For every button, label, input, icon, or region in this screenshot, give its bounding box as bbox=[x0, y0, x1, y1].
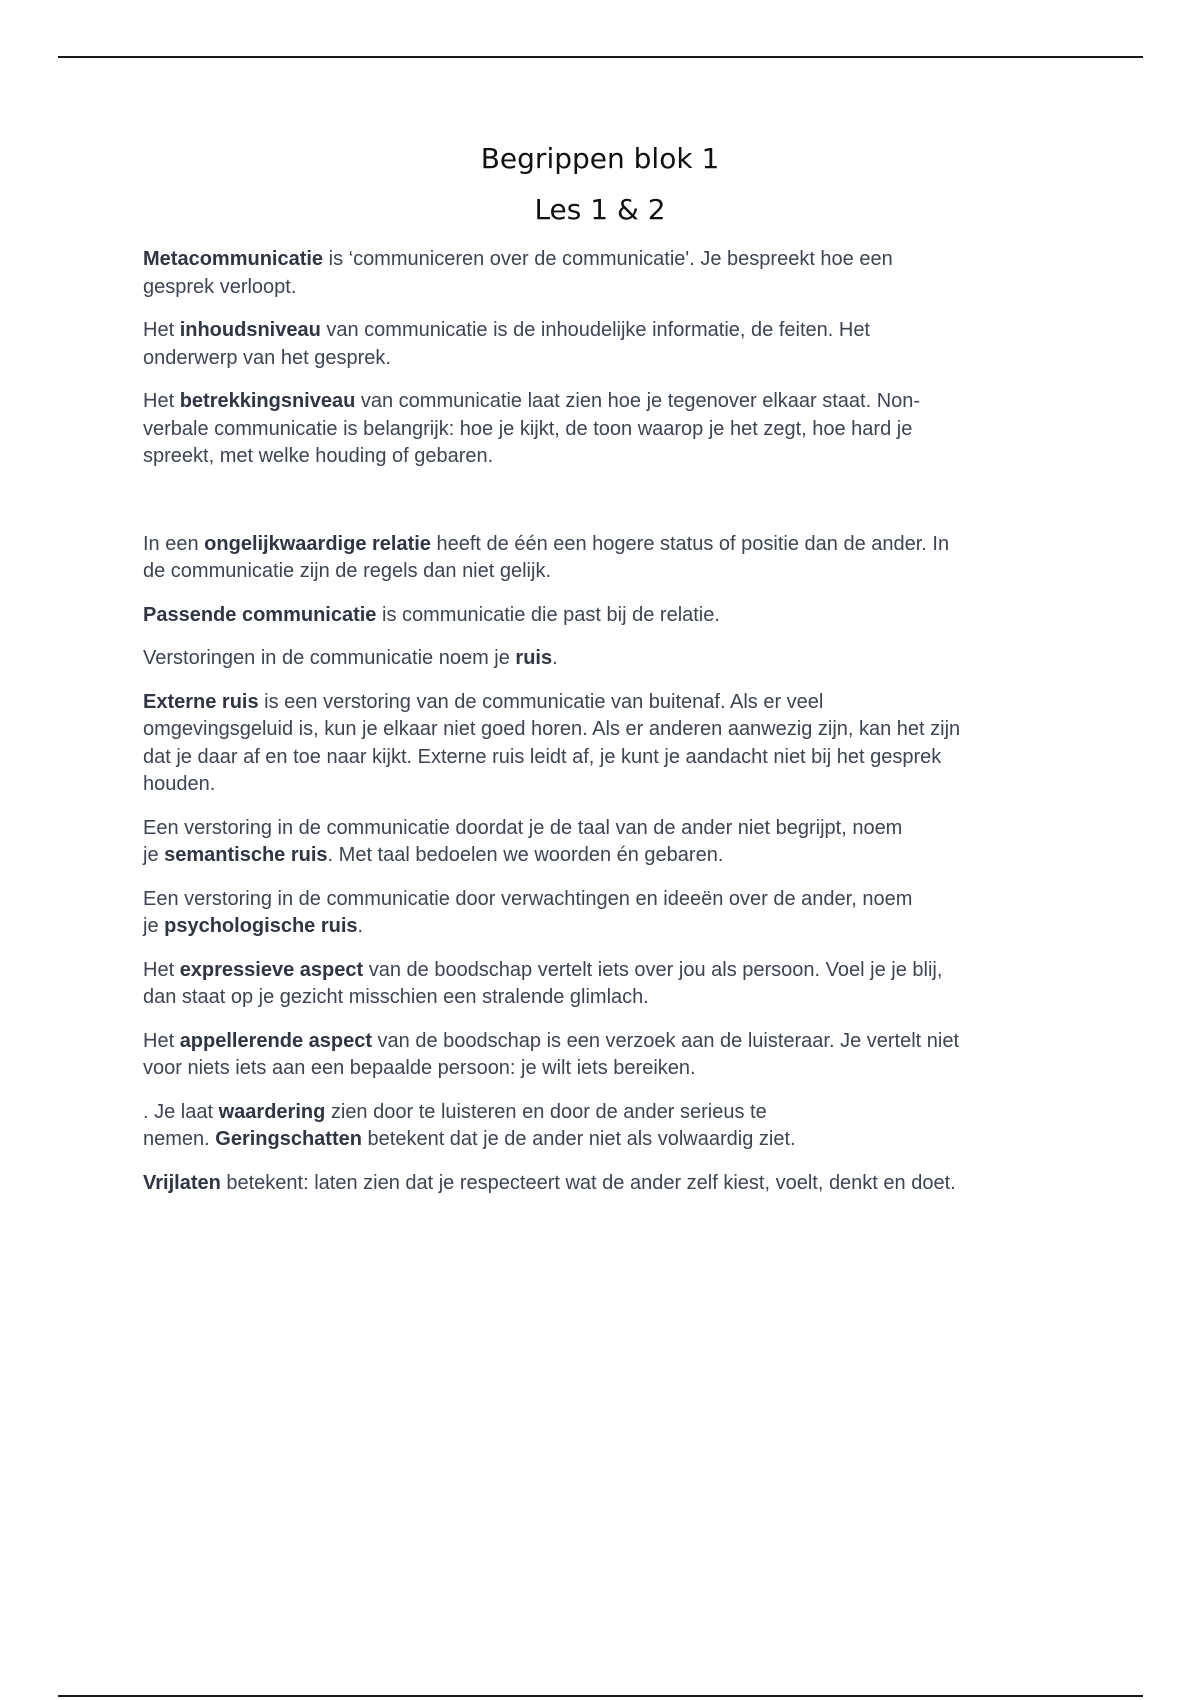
paragraph-text: Een verstoring in de communicatie door verwachtingen en ideeën over de ander, noem bbox=[143, 887, 913, 910]
paragraph-text: voor niets iets aan een bepaalde persoon: je wilt iets bereiken. bbox=[143, 1057, 696, 1079]
paragraph-text: houden. bbox=[143, 773, 216, 795]
paragraph-text: Het bbox=[143, 958, 180, 981]
paragraph-text: van communicatie laat zien hoe je tegenover elkaar staat. Non- bbox=[355, 390, 921, 412]
term-appellerende-aspect: appellerende aspect bbox=[179, 1029, 372, 1052]
paragraph-ongelijkwaardige-relatie bbox=[143, 531, 1063, 586]
paragraph-text: de communicatie zijn de regels dan niet gelijk. bbox=[143, 560, 551, 582]
term-waardering: waardering bbox=[218, 1100, 326, 1123]
paragraph-text: spreekt, met welke houding of gebaren. bbox=[143, 445, 494, 467]
paragraph-text: van communicatie is de inhoudelijke informatie, de feiten. Het bbox=[320, 319, 870, 341]
paragraph-text: . bbox=[357, 915, 364, 937]
paragraph-text: dan staat op je gezicht misschien een stralende glimlach. bbox=[143, 986, 649, 1008]
paragraph-appellerende-aspect bbox=[143, 1028, 1063, 1083]
term-passende-communicatie: Passende communicatie bbox=[143, 603, 377, 626]
paragraph-waardering bbox=[143, 1099, 1063, 1154]
paragraph-text: . bbox=[552, 647, 558, 669]
term-semantische-ruis: semantische ruis bbox=[164, 844, 328, 866]
paragraph-psychologische-ruis bbox=[143, 886, 1063, 941]
paragraph-betrekkingsniveau bbox=[143, 388, 1063, 471]
term-metacommunicatie: Metacommunicatie bbox=[143, 248, 324, 270]
paragraph-text: dat je daar af en toe naar kijkt. Externe ruis leidt af, je kunt je aandacht niet bij het gesprek bbox=[143, 745, 942, 768]
paragraph-text: In een bbox=[143, 532, 205, 555]
paragraph-text: je bbox=[143, 915, 165, 937]
header-rule bbox=[58, 56, 1143, 58]
paragraph-text: is ‘communiceren over de communicatie'. Je bespreekt hoe een bbox=[323, 248, 893, 270]
paragraph-text: nemen. bbox=[143, 1128, 216, 1150]
paragraph-text: Het bbox=[143, 1029, 180, 1052]
paragraph-text: . Je laat bbox=[143, 1100, 219, 1123]
paragraph-text: onderwerp van het gesprek. bbox=[143, 346, 391, 369]
paragraph-text: heeft de één een hogere status of positie dan de ander. In bbox=[430, 532, 950, 555]
paragraph-text: verbale communicatie is belangrijk: hoe je kijkt, de toon waarop je het zegt, hoe hard je bbox=[143, 417, 913, 440]
paragraph-text: betekent dat je de ander niet als volwaardig ziet. bbox=[361, 1128, 796, 1150]
paragraph-text: Een verstoring in de communicatie doordat je de taal van de ander niet begrijpt, noem bbox=[143, 816, 903, 839]
paragraph-text: omgevingsgeluid is, kun je elkaar niet goed horen. Als er anderen aanwezig zijn, kan het zijn bbox=[143, 718, 961, 740]
term-inhoudsniveau: inhoudsniveau bbox=[179, 319, 321, 341]
document-subtitle: Les 1 & 2 bbox=[534, 193, 666, 226]
paragraph-text: je bbox=[143, 844, 165, 866]
term-ongelijkwaardige-relatie: ongelijkwaardige relatie bbox=[204, 532, 431, 555]
paragraph-vrijlaten bbox=[143, 1170, 1063, 1198]
term-expressieve-aspect: expressieve aspect bbox=[179, 958, 364, 981]
term-externe-ruis: Externe ruis bbox=[143, 690, 259, 713]
paragraph-externe-ruis bbox=[143, 689, 1063, 799]
document-body bbox=[143, 246, 1063, 1213]
document-title: Begrippen blok 1 bbox=[480, 142, 720, 175]
paragraph-text: van de boodschap vertelt iets over jou als persoon. Voel je je blij, bbox=[363, 958, 943, 981]
paragraph-text: Het bbox=[143, 390, 180, 412]
term-geringschatten: Geringschatten bbox=[215, 1128, 362, 1150]
paragraph-text: Het bbox=[143, 319, 180, 341]
paragraph-text: betekent: laten zien dat je respecteert wat de ander zelf kiest, voelt, denkt en doet. bbox=[220, 1171, 956, 1194]
term-psychologische-ruis: psychologische ruis bbox=[164, 915, 358, 937]
paragraph-ruis bbox=[143, 645, 1063, 673]
term-vrijlaten: Vrijlaten bbox=[143, 1171, 221, 1194]
paragraph-semantische-ruis bbox=[143, 815, 1063, 870]
paragraph-expressieve-aspect bbox=[143, 957, 1063, 1012]
paragraph-text: van de boodschap is een verzoek aan de luisteraar. Je vertelt niet bbox=[372, 1029, 960, 1052]
paragraph-text: is communicatie die past bij de relatie. bbox=[376, 603, 720, 626]
footer-rule bbox=[58, 1695, 1143, 1697]
paragraph-text: . Met taal bedoelen we woorden én gebaren. bbox=[327, 844, 724, 866]
paragraph-metacommunicatie bbox=[143, 246, 1063, 301]
paragraph-text: Verstoringen in de communicatie noem je bbox=[143, 647, 516, 669]
paragraph-text: zien door te luisteren en door de ander serieus te bbox=[325, 1100, 767, 1123]
paragraph-text: is een verstoring van de communicatie van buitenaf. Als er veel bbox=[258, 690, 824, 713]
paragraph-inhoudsniveau bbox=[143, 317, 1063, 372]
term-ruis: ruis bbox=[515, 647, 553, 669]
term-betrekkingsniveau: betrekkingsniveau bbox=[179, 390, 356, 412]
paragraph-passende-communicatie bbox=[143, 602, 1063, 630]
paragraph-text: gesprek verloopt. bbox=[143, 275, 297, 298]
